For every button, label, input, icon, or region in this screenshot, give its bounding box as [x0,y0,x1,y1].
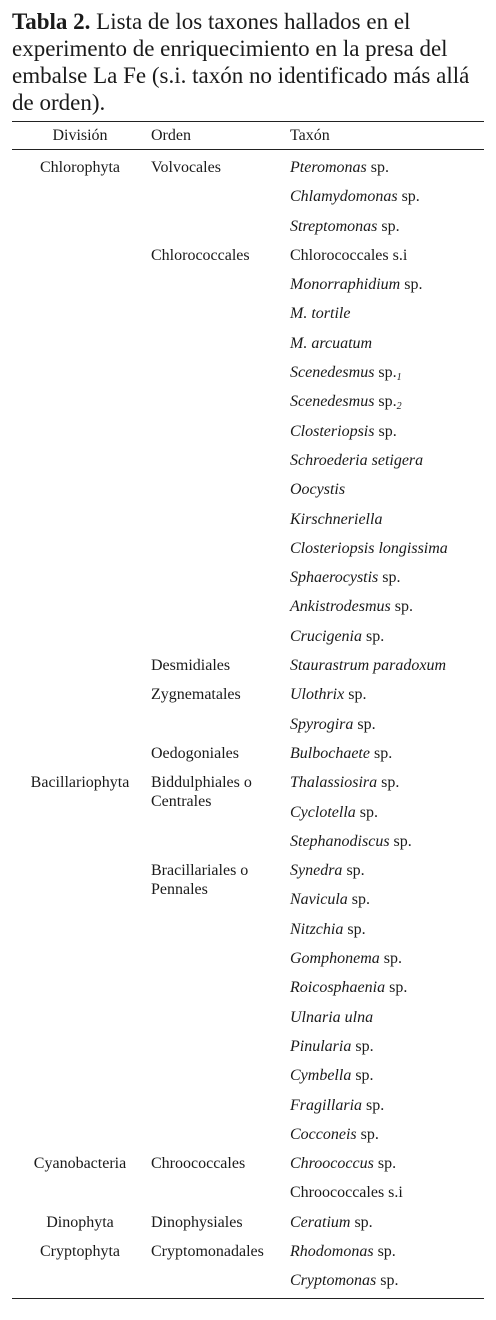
orden-cell: Oedogoniales [151,744,239,762]
header-division: División [52,126,108,144]
taxon-genus: Cryptomonas [290,1272,377,1290]
taxon-cell [288,1066,484,1090]
table-row [12,1032,484,1061]
table-row [12,182,484,211]
table-body [12,150,484,1298]
orden-cell: Desmidiales [151,657,231,675]
taxon-genus: Oocystis [290,481,346,499]
taxon-genus: Roicosphaenia [290,979,386,997]
taxon-suffix: sp. [355,803,378,821]
table-row [12,563,484,592]
orden-cell: Chroococcales [151,1155,246,1173]
caption-label: Tabla 2. [12,9,91,34]
division-cell: Cryptophyta [40,1242,120,1260]
table-row [12,973,484,1002]
table-row [12,944,484,973]
taxon-cell [288,1183,484,1207]
division-cell: Chlorophyta [40,159,120,176]
taxon-genus: M. arcuatum [290,334,373,352]
taxon-suffix: sp. [390,598,413,616]
table-row [12,827,484,856]
taxon-genus: Ulothrix [290,686,345,704]
taxon-cell [288,480,484,504]
table-row [12,241,484,270]
header-orden: Orden [151,126,191,144]
header-taxon: Taxón [290,126,330,144]
taxon-suffix: sp. [362,627,385,645]
taxon-suffix: sp. [343,920,366,938]
taxon-cell [288,715,484,739]
table-row [12,417,484,446]
taxon-cell [288,685,484,709]
taxon-cell [288,422,484,446]
taxon-suffix: sp. [376,1272,399,1290]
taxon-suffix: sp. [356,1125,379,1143]
taxon-genus: Thalassiosira [290,774,378,792]
taxon-genus: Monorraphidium [290,276,401,294]
taxon-cell [288,920,484,944]
taxon-genus: M. tortile [290,305,351,323]
taxon-cell [288,158,484,182]
taxon-genus: Schroederia setigera [290,451,424,469]
taxon-cell [288,978,484,1002]
taxon-suffix: sp. [377,217,400,235]
taxon-suffix: sp. [377,774,400,792]
taxon-subscript: 2 [396,401,402,413]
taxon-cell [288,1271,484,1295]
taxon-cell [288,1213,484,1237]
taxon-genus: Ulnaria ulna [290,1008,374,1026]
taxon-cell [288,744,484,768]
taxon-subscript: 1 [396,372,402,384]
taxon-cell [288,451,484,475]
taxon-suffix: sp. [374,393,397,411]
table-row [12,329,484,358]
table-row [12,212,484,241]
taxon-suffix: sp. [389,832,412,850]
taxon-genus: Navicula [290,891,348,909]
taxon-cell [288,1154,484,1178]
table-row [12,856,484,899]
taxon-cell [288,187,484,211]
taxon-cell [288,568,484,592]
table-row [12,1208,484,1237]
division-cell: Cyanobacteria [33,1155,127,1173]
taxon-suffix: sp. [366,159,389,176]
table-header [12,122,484,149]
taxon-suffix: sp. [342,862,365,880]
table-row [12,915,484,944]
division-cell: Dinophyta [46,1213,114,1231]
table-row [12,299,484,328]
table-row [12,768,484,811]
taxon-cell [288,1242,484,1266]
caption-text: Lista de los taxones hallados en el experimento de enriquecimiento en la presa del embalse La Fe (s.i. taxón no identificado más allá de orden). [12,9,470,115]
taxon-suffix: sp. [351,1037,374,1055]
taxon-cell [288,1125,484,1149]
orden-cell: Cryptomonadales [151,1242,264,1260]
taxon-suffix: Chroococcales s.i [290,1184,403,1202]
taxon-cell [288,832,484,856]
taxon-genus: Bulbochaete [290,744,370,762]
taxon-suffix: sp. [369,744,393,762]
table-row [12,475,484,504]
taxon-cell [288,363,484,387]
taxon-genus: Synedra [290,862,343,880]
taxon-suffix: sp. [400,276,423,294]
table-row [12,1003,484,1032]
table-row [12,739,484,768]
taxon-genus: Scenedesmus [290,393,375,411]
taxon-genus: Rhodomonas [290,1242,374,1260]
taxon-genus: Cymbella [290,1067,352,1085]
taxon-suffix: sp. [374,422,397,440]
taxon-genus: Closteriopsis longissima [290,539,448,557]
taxon-cell [288,246,484,270]
taxon-genus: Staurastrum paradoxum [290,657,447,675]
taxon-suffix: sp. [350,1213,373,1231]
table-row [12,446,484,475]
taxon-genus: Chlamydomonas [290,188,398,206]
taxon-cell [288,510,484,534]
taxon-cell [288,803,484,827]
taxon-genus: Spyrogira [290,715,354,733]
taxon-genus: Pinularia [290,1037,352,1055]
taxon-suffix: sp. [351,1067,374,1085]
taxon-genus: Chroococcus [290,1155,374,1173]
table-row [12,680,484,709]
taxon-suffix: sp. [385,979,408,997]
taxon-cell [288,217,484,241]
taxon-cell [288,392,484,416]
taxon-suffix: sp. [373,1242,396,1260]
taxon-suffix: sp. [373,1155,397,1173]
taxon-genus: Sphaerocystis [290,569,379,587]
taxon-genus: Kirschneriella [290,510,383,528]
taxon-suffix: sp. [379,950,402,968]
table-row [12,1091,484,1120]
table-row [12,710,484,739]
taxon-genus: Ceratium [290,1213,351,1231]
taxon-genus: Cocconeis [290,1125,357,1143]
table-row [12,270,484,299]
table-row [12,358,484,387]
taxon-genus: Pteromonas [290,159,367,176]
taxon-suffix: sp. [397,188,420,206]
taxon-cell [288,1008,484,1032]
table-row [12,505,484,534]
taxon-suffix: sp. [378,569,401,587]
taxon-genus: Gomphonema [290,950,380,968]
taxon-genus: Cyclotella [290,803,356,821]
taxon-genus: Fragillaria [290,1096,363,1114]
orden-cell: Chlorococcales [151,246,250,264]
taxon-cell [288,539,484,563]
table-row [12,1120,484,1149]
table-row [12,387,484,416]
taxon-suffix: sp. [344,686,367,704]
table-row [12,651,484,680]
taxon-genus: Crucigenia [290,627,362,645]
table-row [12,1266,484,1295]
table-caption [12,8,484,116]
taxon-cell [288,861,484,885]
taxon-genus: Scenedesmus [290,364,375,382]
taxon-cell [288,773,484,797]
orden-cell: Zygnematales [151,686,241,704]
taxon-suffix: sp. [353,715,376,733]
taxon-genus: Closteriopsis [290,422,375,440]
taxon-genus: Ankistrodesmus [290,598,391,616]
taxon-suffix: Chlorococcales s.i [290,246,408,264]
taxon-genus: Nitzchia [290,920,344,938]
table-row [12,1149,484,1178]
orden-cell: Bracillariales o Pennales [151,862,249,899]
table-bottom-rule [12,1298,484,1299]
taxon-cell [288,304,484,328]
taxon-genus: Stephanodiscus [290,832,390,850]
taxon-cell [288,949,484,973]
taxon-cell [288,275,484,299]
table-row [12,153,484,182]
division-cell: Bacillariophyta [30,774,130,792]
taxon-cell [288,334,484,358]
taxon-genus: Streptomonas [290,217,378,235]
taxon-cell [288,1037,484,1061]
taxon-cell [288,1096,484,1120]
taxon-cell [288,627,484,651]
table-row [12,622,484,651]
table-row [12,592,484,621]
taxon-cell [288,890,484,914]
table-row [12,1061,484,1090]
orden-cell: Volvocales [151,159,221,176]
taxon-cell [288,597,484,621]
table-row [12,1237,484,1266]
orden-cell: Dinophysiales [151,1213,243,1231]
table-row [12,534,484,563]
taxon-suffix: sp. [347,891,370,909]
orden-cell: Biddulphiales o Centrales [151,774,252,811]
taxon-suffix: sp. [362,1096,385,1114]
taxon-cell [288,656,484,680]
table-row [12,1178,484,1207]
taxon-suffix: sp. [374,364,397,382]
